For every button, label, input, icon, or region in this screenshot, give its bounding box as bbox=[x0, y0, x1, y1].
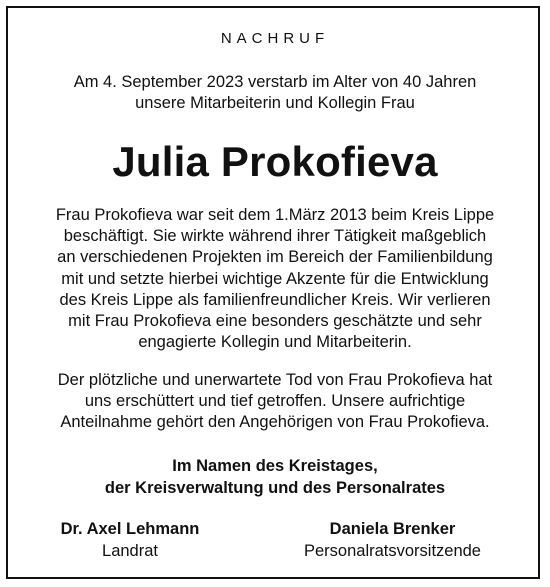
signer-role: Personalratsvorsitzende bbox=[303, 542, 481, 560]
paragraph-line: Anteilnahme gehört den Angehörigen von Frau Prokofieva. bbox=[60, 413, 490, 432]
intro-line: Am 4. September 2023 verstarb im Alter von 40 Jahren bbox=[73, 73, 477, 91]
signer-role: Landrat bbox=[102, 542, 158, 560]
paragraph-line: mit und setzte hierbei wichtige Akzente für die Entwicklung bbox=[61, 269, 489, 288]
intro-line: unsere Mitarbeiterin und Kollegin Frau bbox=[135, 94, 415, 112]
closing-statement bbox=[0, 455, 550, 499]
paragraph-line: mit Frau Prokofieva eine besonders geschätzte und sehr bbox=[68, 312, 482, 331]
paragraph-line: uns erschüttert und tief getroffen. Unsere aufrichtige bbox=[84, 392, 466, 411]
signer-left bbox=[30, 518, 230, 562]
obituary-paragraph-2 bbox=[0, 370, 550, 434]
paragraph-line: engagierte Kollegin und Mitarbeiterin. bbox=[138, 333, 412, 352]
signer-name: Dr. Axel Lehmann bbox=[60, 520, 200, 538]
signer-right bbox=[270, 518, 515, 562]
signer-name: Daniela Brenker bbox=[329, 520, 456, 538]
paragraph-line: Frau Prokofieva war seit dem 1.März 2013 beim Kreis Lippe bbox=[55, 206, 495, 224]
paragraph-line: beschäftigt. Sie wirkte während ihrer Tätigkeit maßgeblich bbox=[63, 227, 487, 246]
notice-heading: NACHRUF bbox=[220, 30, 330, 47]
intro-text bbox=[0, 72, 550, 114]
closing-line: der Kreisverwaltung und des Personalrates bbox=[104, 479, 446, 497]
paragraph-line: Der plötzliche und unerwartete Tod von Frau Prokofieva hat bbox=[57, 371, 493, 389]
deceased-name: Julia Prokofieva bbox=[112, 138, 438, 185]
obituary-paragraph-1 bbox=[0, 205, 550, 353]
paragraph-line: des Kreis Lippe als familienfreundlicher Kreis. Wir verlieren bbox=[59, 290, 491, 309]
paragraph-line: an verschiedenen Projekten im Bereich der Familienbildung bbox=[57, 248, 493, 267]
closing-line: Im Namen des Kreistages, bbox=[172, 457, 378, 475]
